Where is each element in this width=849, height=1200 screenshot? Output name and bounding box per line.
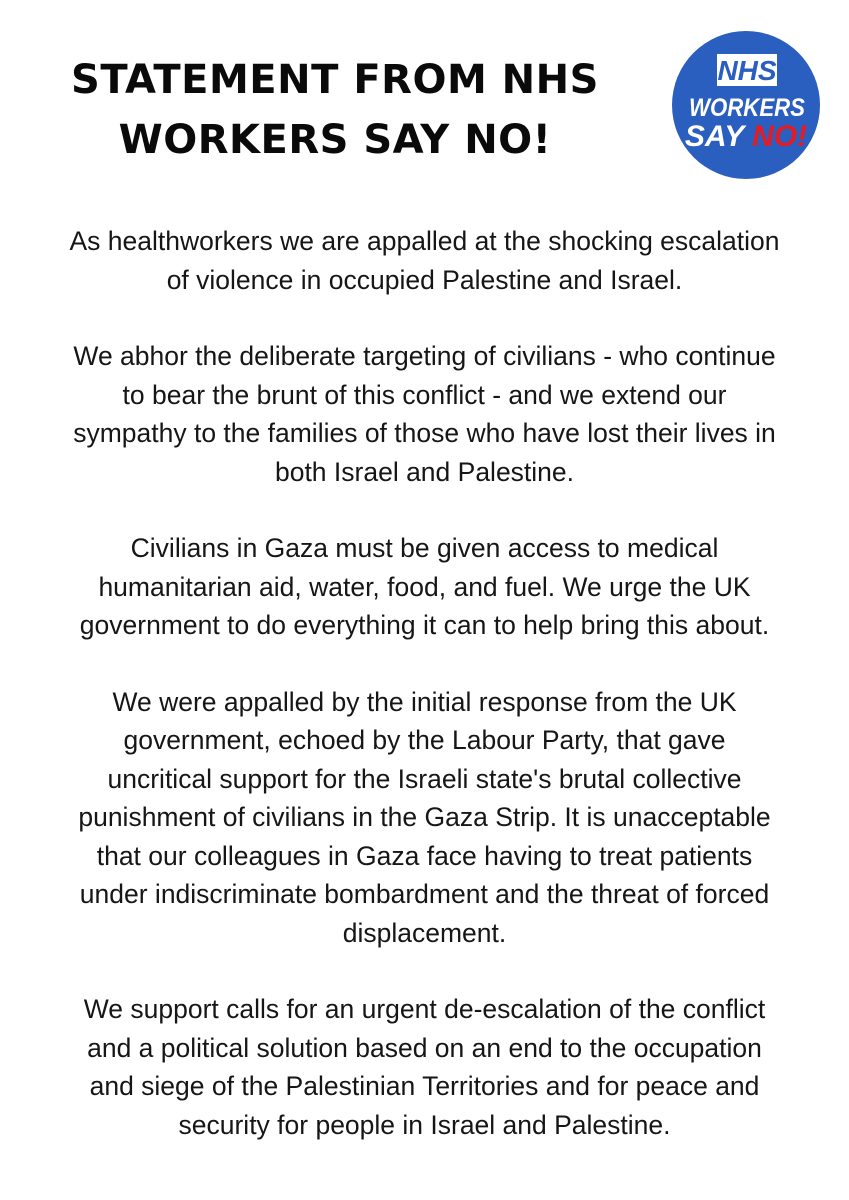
nhs-workers-say-no-logo: [671, 30, 821, 180]
statement-line: displacement.: [342, 917, 507, 948]
statement-line: security for people in Israel and Palestine.: [178, 1109, 671, 1140]
statement-line: humanitarian aid, water, food, and fuel. We urge the UK: [98, 571, 751, 602]
statement-line: and a political solution based on an end to the occupation: [87, 1032, 762, 1063]
statement-line: and siege of the Palestinian Territories and for peace and: [89, 1071, 760, 1101]
statement-line: government, echoed by the Labour Party, that gave: [123, 725, 726, 755]
statement-line: that our colleagues in Gaza face having to treat patients: [96, 840, 753, 871]
statement-line: As healthworkers we are appalled at the shocking escalation: [69, 226, 780, 256]
statement-line: We were appalled by the initial response from the UK: [112, 686, 737, 717]
statement-paragraph: [22, 683, 827, 953]
statement-line: both Israel and Palestine.: [274, 456, 575, 487]
statement-line: punishment of civilians in the Gaza Strip. It is unacceptable: [78, 802, 771, 832]
logo-no-text: NO!: [752, 120, 808, 153]
statement-paragraph: [22, 222, 827, 299]
statement-line: under indiscriminate bombardment and the threat of forced: [79, 879, 770, 909]
statement-line: uncritical support for the Israeli state's brutal collective: [107, 763, 742, 794]
page-title: [30, 50, 640, 170]
statement-line: Civilians in Gaza must be given access to medical: [130, 533, 719, 563]
statement-line: We abhor the deliberate targeting of civilians - who continue: [73, 341, 776, 371]
title-line: STATEMENT FROM NHS: [71, 57, 599, 103]
logo-say-text: SAY: [684, 120, 753, 153]
statement-line: We support calls for an urgent de-escalation of the conflict: [83, 994, 766, 1024]
logo-workers-text: WORKERS: [689, 94, 806, 122]
statement-paragraph: [22, 990, 827, 1144]
logo-nhs-text: NHS: [717, 55, 777, 86]
statement-body: [22, 222, 827, 1182]
statement-paragraph: [22, 337, 827, 491]
statement-paragraph: [22, 529, 827, 645]
statement-line: government to do everything it can to help bring this about.: [79, 610, 770, 640]
title-line: WORKERS SAY NO!: [118, 117, 552, 163]
statement-line: of violence in occupied Palestine and Israel.: [166, 264, 683, 295]
statement-line: sympathy to the families of those who have lost their lives in: [73, 418, 776, 448]
logo-say-no-text: [685, 120, 807, 153]
statement-line: to bear the brunt of this conflict - and we extend our: [122, 379, 727, 410]
